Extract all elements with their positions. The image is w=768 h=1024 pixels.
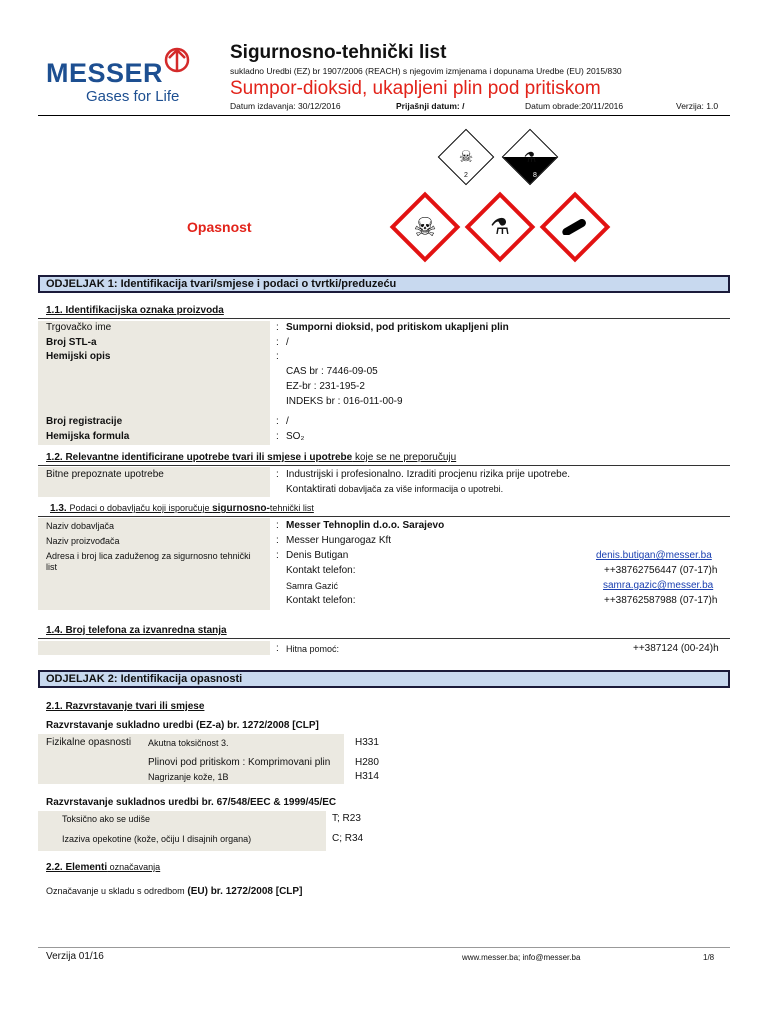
- trade-name-value: Sumporni dioksid, pod pritiskom ukapljeni plin: [286, 322, 509, 333]
- s13-title-part3: tehnički list: [269, 503, 314, 513]
- trade-name-label: Trgovačko ime: [46, 322, 112, 333]
- r-row-1: Toksično ako se udiše: [62, 814, 151, 824]
- h-row-3: Nagrizanje kože, 1B: [148, 772, 229, 782]
- r-row-1-code: T; R23: [332, 813, 361, 824]
- dsd-title: Razvrstavanje sukladnos uredbi br. 67/548/EEC & 1999/45/EC: [46, 797, 337, 808]
- version-label: Verzija: 1.0: [676, 101, 719, 111]
- s13-title: [50, 503, 314, 514]
- registration-label: Broj registracije: [46, 416, 123, 427]
- corrosion-icon: ⚗: [490, 214, 510, 239]
- uses-line1: Industrijski i profesionalno. Izraditi procjenu rizika prije upotrebe.: [286, 469, 571, 480]
- ez-number: EZ-br : 231-195-2: [286, 381, 365, 392]
- header-divider: [38, 115, 730, 116]
- person2-email-link[interactable]: samra.gazic@messer.ba: [603, 580, 714, 591]
- s12-title-tail: koje se ne preporučuju: [352, 452, 457, 463]
- uses-line2-end: dobavljača za više informacija o upotrebi.: [336, 484, 504, 494]
- section1-heading: ODJELJAK 1: Identifikacija tvari/smjese i podaci o tvrtki/preduzeću: [38, 275, 730, 293]
- s22-title-tail: označavanja: [107, 862, 161, 872]
- signal-word: Opasnost: [187, 219, 252, 235]
- contact-label: Adresa i broj lica zaduženog za sigurnosno tehnički list: [46, 551, 251, 572]
- footer-divider: [38, 947, 730, 948]
- s13-title-part2: sigurnosno-: [212, 503, 270, 514]
- s12-title: [46, 452, 456, 463]
- s14-title: 1.4. Broj telefona za izvanredna stanja: [46, 625, 227, 636]
- colon: :: [276, 351, 279, 362]
- footer-page: 1/8: [703, 953, 715, 962]
- ghs-skull-pictogram: [390, 192, 461, 263]
- messer-logo: [46, 56, 186, 112]
- uses-label: Bitne prepoznate upotrebe: [46, 469, 164, 480]
- product-title: Sumpor-dioksid, ukapljeni plin pod pritiskom: [230, 78, 601, 99]
- emergency-label: Hitna pomoć:: [286, 644, 340, 654]
- labelling-line: [46, 886, 302, 897]
- s14-label-block: [38, 641, 270, 655]
- s14-divider: [38, 638, 730, 639]
- previous-date: Prijašnji datum: /: [396, 101, 465, 111]
- s22-title-main: 2.2. Elementi: [46, 862, 108, 873]
- regulation-line: sukladno Uredbi (EZ) br 1907/2006 (REACH) s njegovim izmjenama i dopunama Uredbe (EU) 2015/830: [230, 66, 622, 76]
- colon: :: [276, 431, 279, 442]
- s11-divider: [38, 318, 730, 319]
- h-row-2-code: H280: [355, 757, 379, 768]
- h-row-1: [148, 738, 229, 748]
- stl-label: Broj STL-a: [46, 337, 97, 348]
- phone2-value: ++38762587988 (07-17)h: [604, 595, 718, 606]
- manufacturer-label: Naziv proizvođača: [46, 536, 120, 546]
- phone1-label: Kontakt telefon:: [286, 565, 356, 576]
- labelling-text: Označavanje u skladu s odredbom: [46, 886, 185, 896]
- adr-class-2: 2: [464, 172, 468, 179]
- phone2-label: Kontakt telefon:: [286, 595, 356, 606]
- emergency-value: ++387124 (00-24)h: [633, 643, 719, 654]
- uses-line2-start: Kontaktirati: [286, 484, 337, 495]
- colon: :: [276, 416, 279, 427]
- h-row-2: Plinovi pod pritiskom : Komprimovani plin: [148, 757, 331, 768]
- logo-tagline: Gases for Life: [86, 88, 180, 105]
- s12-divider: [38, 465, 730, 466]
- labelling-regulation: (EU) br. 1272/2008 [CLP]: [184, 886, 303, 897]
- colon: :: [276, 643, 279, 654]
- adr-corrosive-label: [502, 129, 559, 186]
- logo-symbol-icon: [163, 46, 191, 74]
- skull-crossbones-icon: ☠: [413, 211, 437, 242]
- document-title: Sigurnosno-tehnički list: [230, 42, 447, 63]
- h-row-1-code: H331: [355, 737, 379, 748]
- cas-number: CAS br : 7446-09-05: [286, 366, 378, 377]
- footer-version: Verzija 01/16: [46, 951, 104, 962]
- s13-title-number: 1.3.: [50, 503, 70, 514]
- supplier-value: Messer Tehnoplin d.o.o. Sarajevo: [286, 520, 445, 531]
- manufacturer-value: Messer Hungarogaz Kft: [286, 535, 392, 546]
- index-number: INDEKS br : 016-011-00-9: [286, 396, 403, 407]
- chem-desc-label: Hemijski opis: [46, 351, 111, 362]
- colon: :: [276, 337, 279, 348]
- colon: :: [276, 322, 279, 333]
- r-row-2-code: C; R34: [332, 833, 364, 844]
- corrosion-icon: ⚗: [523, 148, 537, 165]
- stl-value: /: [286, 337, 289, 348]
- adr-class-8: 8: [533, 172, 537, 179]
- colon: :: [276, 535, 279, 546]
- footer-contact: www.messer.ba; info@messer.ba: [462, 953, 581, 962]
- issue-date: Datum izdavanja: 30/12/2016: [230, 101, 341, 111]
- clp-title: Razvrstavanje sukladno uredbi (EZ-a) br. 1272/2008 [CLP]: [46, 720, 319, 731]
- s11-title: 1.1. Identifikacijska oznaka proizvoda: [46, 305, 224, 316]
- s12-title-main: 1.2. Relevantne identificirane upotrebe tvari ili smjese i upotrebe: [46, 452, 353, 463]
- s13-title-part1: Podaci o dobavljaču koji isporučuje: [69, 503, 213, 513]
- ghs-corrosion-pictogram: [465, 192, 536, 263]
- h-row-1-text: Akutna toksičnost 3.: [148, 738, 229, 748]
- colon: :: [276, 520, 279, 531]
- logo-text: MESSER: [46, 58, 164, 88]
- s22-title: [46, 862, 160, 873]
- gas-cylinder-icon: [554, 206, 596, 248]
- phone1-value: ++38762756447 (07-17)h: [604, 565, 718, 576]
- formula-value: SO₂: [286, 431, 305, 442]
- h-row-3-code: H314: [355, 771, 379, 782]
- person1-email-link[interactable]: denis.butigan@messer.ba: [596, 550, 712, 561]
- revision-date: Datum obrade:20/11/2016: [525, 101, 624, 111]
- registration-value: /: [286, 416, 289, 427]
- s21-title: 2.1. Razvrstavanje tvari ili smjese: [46, 701, 205, 712]
- physical-hazards-label: Fizikalne opasnosti: [46, 737, 132, 748]
- skull-icon: ☠: [458, 149, 474, 166]
- colon: :: [276, 550, 279, 561]
- formula-label: Hemijska formula: [46, 431, 130, 442]
- person2-name: Samra Gazić: [286, 581, 339, 591]
- uses-line2: [286, 484, 503, 495]
- person1-name: Denis Butigan: [286, 550, 349, 561]
- ghs-gas-cylinder-pictogram: [540, 192, 611, 263]
- r-row-2: Izaziva opekotine (kože, očiju I disajnih organa): [62, 834, 252, 844]
- section2-heading: ODJELJAK 2: Identifikacija opasnosti: [38, 670, 730, 688]
- s13-divider: [38, 516, 730, 517]
- colon: :: [276, 469, 279, 480]
- supplier-label: Naziv dobavljača: [46, 521, 115, 531]
